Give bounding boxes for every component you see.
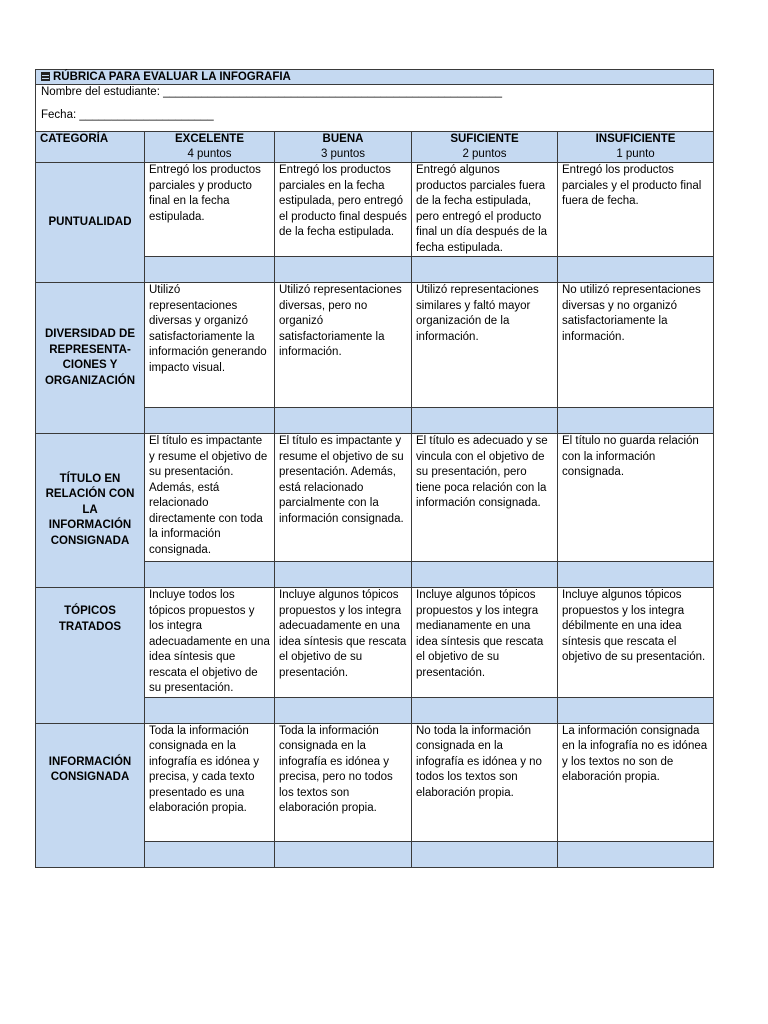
descriptor-insuficiente: El título no guarda relación con la información consignada. (558, 434, 714, 562)
level-header-insuficiente (558, 132, 714, 163)
descriptor-insuficiente: Entregó los productos parciales y el producto final fuera de fecha. (558, 163, 714, 257)
score-cell[interactable] (275, 257, 412, 283)
level-points: 4 puntos (187, 148, 232, 160)
score-cell[interactable] (412, 841, 558, 867)
student-info-cell (36, 85, 714, 132)
level-points: 3 puntos (320, 148, 366, 160)
rubric-title: RÚBRICA PARA EVALUAR LA INFOGRAFIA (53, 71, 291, 83)
score-cell[interactable] (145, 841, 275, 867)
descriptor-buena: Toda la información consignada en la infografía es idónea y precisa, pero no todos los textos son elaboración propia. (275, 723, 412, 841)
score-cell[interactable] (275, 408, 412, 434)
criterion-row-topicos (36, 588, 714, 698)
descriptor-excelente: Utilizó representaciones diversas y organizó satisfactoriamente la información generando impacto visual. (145, 283, 275, 408)
level-name: INSUFICIENTE (595, 133, 676, 145)
level-name: BUENA (322, 133, 364, 145)
document-icon (41, 72, 50, 81)
level-header-buena (275, 132, 412, 163)
descriptor-excelente: El título es impactante y resume el objetivo de su presentación. Además, está relacionado directamente con toda la información consignada. (145, 434, 275, 562)
level-name: SUFICIENTE (450, 133, 519, 145)
score-cell[interactable] (558, 697, 714, 723)
score-cell[interactable] (558, 562, 714, 588)
criterion-row-informacion (36, 723, 714, 841)
descriptor-insuficiente: No utilizó representaciones diversas y no organizó satisfactoriamente la información. (558, 283, 714, 408)
student-name-label: Nombre del estudiante: _____________________________________________________ (41, 86, 503, 98)
descriptor-suficiente: El título es adecuado y se vincula con el objetivo de su presentación, pero tiene poca relación con la información consignada. (412, 434, 558, 562)
score-cell[interactable] (275, 562, 412, 588)
descriptor-suficiente: No toda la información consignada en la infografía es idónea y no todos los textos son elaboración propia. (412, 723, 558, 841)
descriptor-buena: Incluye algunos tópicos propuestos y los integra adecuadamente en una idea síntesis que rescata el objetivo de su presentación. (275, 588, 412, 698)
descriptor-excelente: Incluye todos los tópicos propuestos y los integra adecuadamente en una idea síntesis que rescata el objetivo de su presentación. (145, 588, 275, 698)
descriptor-excelente: Entregó los productos parciales y producto final en la fecha estipulada. (145, 163, 275, 257)
score-cell[interactable] (412, 697, 558, 723)
category-titulo: TÍTULO EN RELACIÓN CON LA INFORMACIÓN CONSIGNADA (36, 434, 145, 588)
score-cell[interactable] (145, 408, 275, 434)
score-cell[interactable] (412, 408, 558, 434)
criterion-row-titulo (36, 434, 714, 562)
rubric-table (35, 69, 714, 868)
descriptor-insuficiente: La información consignada en la infografía no es idónea y los textos no son de elaboración propia. (558, 723, 714, 841)
category-header: CATEGORÍA (36, 132, 145, 163)
category-topicos: TÓPICOS TRATADOS (36, 588, 145, 724)
descriptor-suficiente: Utilizó representaciones similares y faltó mayor organización de la información. (412, 283, 558, 408)
descriptor-insuficiente: Incluye algunos tópicos propuestos y los integra débilmente en una idea síntesis que rescata el objetivo de su presentación. (558, 588, 714, 698)
rubric-title-cell (36, 70, 714, 85)
category-informacion: INFORMACIÓN CONSIGNADA (36, 723, 145, 867)
score-cell[interactable] (145, 697, 275, 723)
descriptor-excelente: Toda la información consignada en la infografía es idónea y precisa, y cada texto presentado es una elaboración propia. (145, 723, 275, 841)
score-cell[interactable] (558, 841, 714, 867)
descriptor-buena: Entregó los productos parciales en la fecha estipulada, pero entregó el producto final después de la fecha estipulada. (275, 163, 412, 257)
criterion-row-puntualidad (36, 163, 714, 257)
category-puntualidad: PUNTUALIDAD (36, 163, 145, 283)
score-cell[interactable] (412, 562, 558, 588)
score-cell[interactable] (275, 697, 412, 723)
date-label: Fecha: _____________________ (41, 109, 214, 121)
score-cell[interactable] (558, 408, 714, 434)
descriptor-suficiente: Incluye algunos tópicos propuestos y los integra medianamente en una idea síntesis que rescata el objetivo de su presentación. (412, 588, 558, 698)
score-cell[interactable] (145, 257, 275, 283)
criterion-row-diversidad (36, 283, 714, 408)
category-diversidad: DIVERSIDAD DE REPRESENTA-CIONES Y ORGANIZACIÓN (36, 283, 145, 434)
score-cell[interactable] (558, 257, 714, 283)
level-header-suficiente (412, 132, 558, 163)
header-row (36, 132, 714, 163)
level-header-excelente (145, 132, 275, 163)
descriptor-buena: El título es impactante y resume el objetivo de su presentación. Además, está relacionado parcialmente con la información consignada. (275, 434, 412, 562)
level-points: 1 punto (616, 148, 655, 160)
score-cell[interactable] (145, 562, 275, 588)
descriptor-buena: Utilizó representaciones diversas, pero no organizó satisfactoriamente la información. (275, 283, 412, 408)
level-points: 2 puntos (462, 148, 507, 160)
score-cell[interactable] (412, 257, 558, 283)
level-name: EXCELENTE (174, 133, 244, 145)
descriptor-suficiente: Entregó algunos productos parciales fuera de la fecha estipulada, pero entregó el producto final un día después de la fecha estipulada. (412, 163, 558, 257)
score-cell[interactable] (275, 841, 412, 867)
